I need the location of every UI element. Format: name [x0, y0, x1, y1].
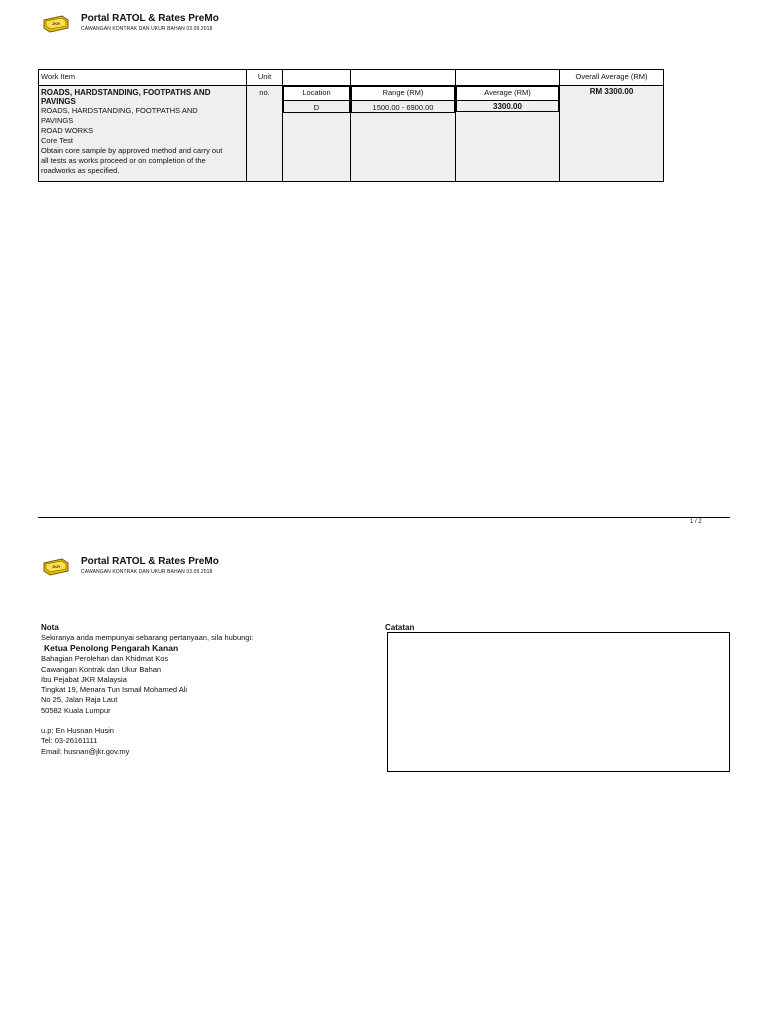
- location-value: D: [284, 101, 350, 113]
- subheader-range: Range (RM): [352, 87, 455, 101]
- page-title: Portal RATOL & Rates PreMo: [81, 556, 219, 567]
- work-item-line: all tests as works proceed or on completion of the: [41, 156, 206, 165]
- unit-cell: no.: [247, 86, 283, 182]
- work-item-line: ROAD WORKS: [41, 126, 94, 135]
- contact-person: u.p: En Husnan Husin: [41, 726, 114, 736]
- contact-heading: Ketua Penolong Pengarah Kanan: [44, 643, 179, 654]
- page-title: Portal RATOL & Rates PreMo: [81, 13, 219, 24]
- page-header: [40, 555, 440, 583]
- rates-table: [38, 69, 664, 182]
- work-item-line: ROADS, HARDSTANDING, FOOTPATHS AND: [41, 106, 198, 115]
- address-line: Cawangan Kontrak dan Ukur Bahan: [41, 664, 162, 674]
- contact-phone: Tel: 03-26161111: [41, 736, 98, 746]
- page-subtitle: CAWANGAN KONTRAK DAN UKUR BAHAN 03.09.2018: [81, 26, 213, 32]
- address-line: 50582 Kuala Lumpur: [41, 705, 111, 715]
- catatan-heading: Catatan: [385, 623, 415, 632]
- page-subtitle: CAWANGAN KONTRAK DAN UKUR BAHAN 03.09.2018: [81, 569, 213, 575]
- table-header-row: [39, 70, 664, 86]
- address-line: No 25, Jalan Raja Laut: [41, 695, 118, 705]
- table-row: [39, 86, 664, 182]
- contact-email: Email: husnan@jkr.gov.my: [41, 746, 130, 756]
- address-line: Bahagian Perolehan dan Khidmat Kos: [41, 654, 169, 664]
- average-value: 3300.00: [457, 101, 559, 112]
- page-divider: [38, 517, 730, 518]
- jkr-logo-icon: [42, 14, 70, 34]
- overall-average-value: RM 3300.00: [560, 86, 664, 182]
- nota-contact-block: [41, 633, 253, 757]
- nota-intro: Sekiranya anda mempunyai sebarang pertanyaan, sila hubungi:: [41, 633, 254, 642]
- page-number: 1 / 2: [690, 519, 702, 525]
- range-value: 1500.00 - 6900.00: [352, 101, 455, 113]
- average-cell: [456, 86, 560, 182]
- header-work-item: Work Item: [39, 70, 247, 86]
- subheader-location: Location: [284, 87, 350, 101]
- svg-text:JKR: JKR: [51, 21, 61, 26]
- work-item-line: PAVINGS: [41, 116, 74, 125]
- address-line: Tingkat 19, Menara Tun Ismail Mohamed Ali: [41, 685, 188, 695]
- work-item-title: ROADS, HARDSTANDING, FOOTPATHS AND PAVINGS: [41, 88, 211, 106]
- header-blank-3: [456, 70, 560, 86]
- work-item-cell: [39, 86, 247, 182]
- header-overall-average: Overall Average (RM): [560, 70, 664, 86]
- work-item-line: roadworks as specified.: [41, 166, 120, 175]
- nota-heading: Nota: [41, 623, 59, 632]
- range-cell: [351, 86, 456, 182]
- header-blank-2: [351, 70, 456, 86]
- catatan-notes-box: [387, 632, 730, 772]
- page-header: [40, 12, 440, 40]
- subheader-average: Average (RM): [457, 87, 559, 101]
- jkr-logo-icon: [42, 557, 70, 577]
- work-item-line: Core Test: [41, 136, 73, 145]
- header-unit: Unit: [247, 70, 283, 86]
- header-blank-1: [283, 70, 351, 86]
- location-cell: [283, 86, 351, 182]
- svg-text:JKR: JKR: [51, 564, 61, 569]
- work-item-line: Obtain core sample by approved method and carry out: [41, 146, 223, 155]
- address-line: Ibu Pejabat JKR Malaysia: [41, 674, 127, 684]
